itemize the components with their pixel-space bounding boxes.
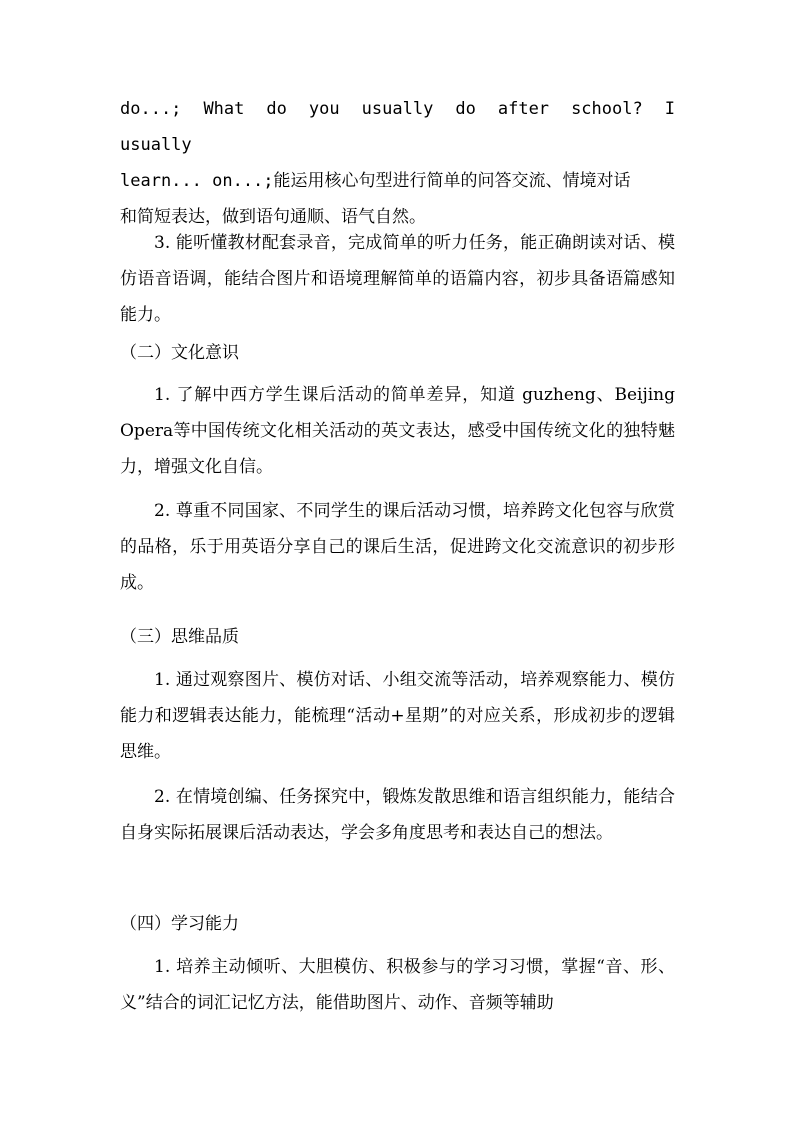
- chinese-text: 能运用核心句型进行简单的问答交流、情境对话: [273, 171, 631, 191]
- paragraph-thinking-2: 2. 在情境创编、任务探究中，锻炼发散思维和语言组织能力，能结合自身实际拓展课后活动表达，学会多角度思考和表达自己的想法。: [120, 787, 675, 843]
- paragraph-item-3: 3. 能听懂教材配套录音，完成简单的听力任务，能正确朗读对话、模仿语音语调，能结合图片和语境理解简单的语篇内容，初步具备语篇感知能力。: [120, 233, 675, 325]
- section-heading-learning: （四）学习能力: [120, 914, 239, 934]
- english-phrase: learn... on...;: [120, 171, 274, 191]
- paragraph-culture-1: 1. 了解中西方学生课后活动的简单差异，知道 guzheng、Beijing Opera等中国传统文化相关活动的英文表达，感受中国传统文化的独特魅力，增强文化自信。: [120, 385, 675, 477]
- text-line: 和简短表达，做到语句通顺、语气自然。: [120, 207, 426, 227]
- text-line: [120, 163, 675, 199]
- paragraph-culture-2: 2. 尊重不同国家、不同学生的课后活动习惯，培养跨文化包容与欣赏的品格，乐于用英语分享自己的课后生活，促进跨文化交流意识的初步形成。: [120, 501, 675, 593]
- section-heading-thinking: （三）思维品质: [120, 627, 239, 647]
- text-line: do...; What do you usually do after school? I usually: [120, 99, 675, 155]
- paragraph-thinking-1: 1. 通过观察图片、模仿对话、小组交流等活动，培养观察能力、模仿能力和逻辑表达能力，能梳理“活动+星期”的对应关系，形成初步的逻辑思维。: [120, 670, 675, 762]
- paragraph-learning-1: 1. 培养主动倾听、大胆模仿、积极参与的学习习惯，掌握“音、形、义”结合的词汇记忆方法，能借助图片、动作、音频等辅助: [120, 957, 675, 1013]
- paragraph-continuation: [120, 91, 675, 235]
- section-heading-culture: （二）文化意识: [120, 343, 239, 363]
